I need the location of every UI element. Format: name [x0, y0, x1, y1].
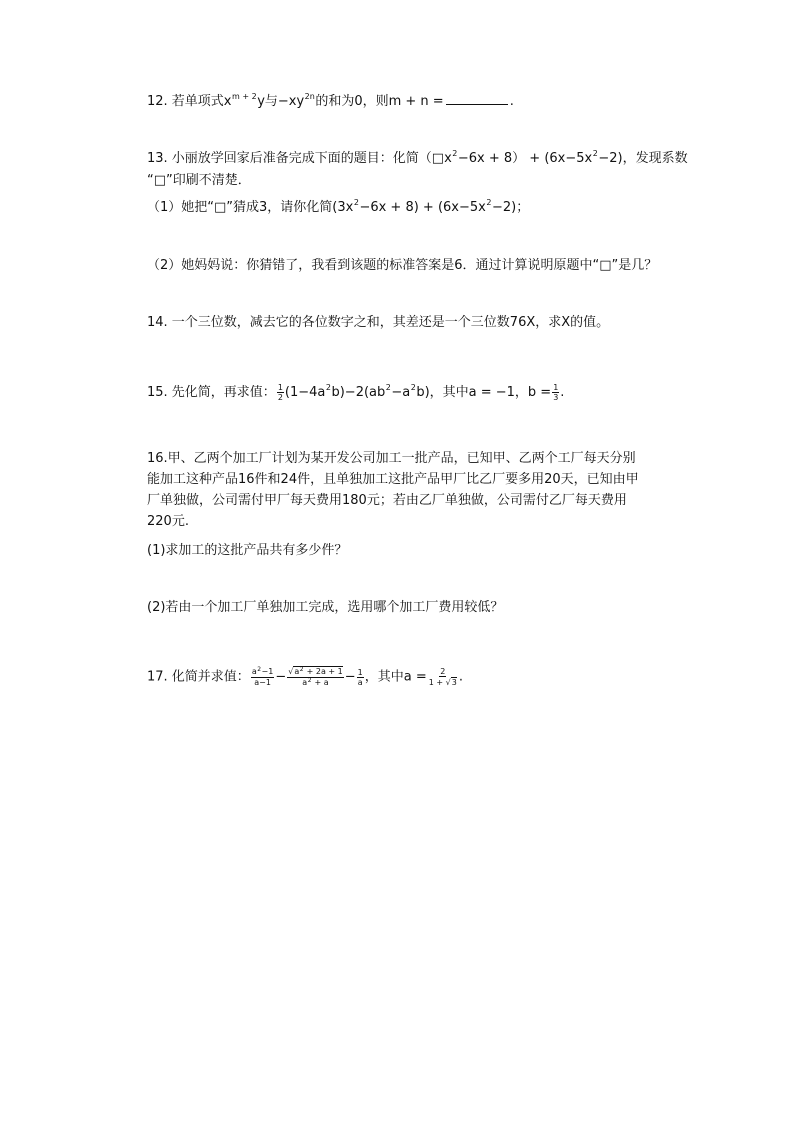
q15-exponent-1: 2: [325, 383, 331, 392]
q17-f1-num-a: a: [251, 667, 257, 676]
q13-part-2-text: （2）她妈妈说：你猜错了，我看到该题的标准答案是6．通过计算说明原题中“□”是几？: [147, 258, 658, 273]
q17-fraction-3-denominator: a: [357, 677, 363, 687]
question-16-line-2: [147, 471, 639, 489]
q17-fraction-4-numerator: 2: [440, 667, 446, 676]
q17-f2-radicand: [293, 666, 342, 677]
q12-text-1: 12. 若单项式x: [147, 94, 232, 109]
q17-fraction-4: [428, 667, 458, 687]
question-15: [147, 383, 564, 403]
q13-part-1-text-1: （1）她把“□”猜成3，请你化简(3x: [147, 200, 354, 215]
q17-fraction-2-denominator: [301, 678, 329, 688]
sqrt-icon: √: [288, 667, 294, 676]
q16-text-2: 能加工这种产品16件和24件，且单独加工这批产品甲厂比乙厂要多用20天，已知由甲: [147, 472, 639, 487]
q12-text-4: .: [509, 94, 514, 109]
q15-text-3: b)−2(ab: [331, 385, 386, 400]
q15-exponent-3: 2: [410, 383, 416, 392]
q17-fraction-2-numerator: [287, 666, 344, 678]
q13-part-1-exponent-2: 2: [486, 198, 492, 207]
q13-part-1-text-2: −6x + 8) + (6x−5x: [359, 200, 486, 215]
q15-fraction-third-numerator: 1: [553, 383, 559, 392]
q15-text-2: (1−4a: [284, 385, 326, 400]
question-16-part-2: [147, 599, 503, 617]
question-16-part-1: [147, 542, 347, 560]
q15-text-4: −a: [391, 385, 411, 400]
q12-answer-blank: [446, 92, 508, 105]
question-16-line-4: [147, 513, 189, 531]
q13-text-1: 13. 小丽放学回家后准备完成下面的题目：化简（□x: [147, 151, 452, 166]
q17-fraction-3-numerator: 1: [357, 667, 363, 677]
q16-text-4: 220元.: [147, 514, 189, 529]
q15-text-5: b)，其中a = −1，b =: [416, 385, 552, 400]
question-16-line-3: [147, 492, 627, 510]
question-13-line-2: [147, 172, 251, 190]
q17-f4-den-a: 1 +: [428, 678, 446, 687]
q17-f2-num-a: a: [294, 667, 300, 676]
q15-text-6: .: [560, 385, 565, 400]
q17-fraction-1: [251, 667, 275, 687]
q17-fraction-1-denominator: a−1: [254, 678, 271, 687]
q17-text-1: 17. 化简并求值：: [147, 669, 250, 685]
question-13-part-2: [147, 257, 657, 275]
q15-fraction-half-numerator: 1: [277, 383, 283, 392]
q14-text: 14. 一个三位数，减去它的各位数字之和，其差还是一个三位数76X，求X的值。: [147, 315, 610, 330]
q12-exponent-1: m + 2: [232, 92, 257, 101]
q12-text-2: y与−xy: [257, 94, 305, 109]
sqrt-icon: √: [445, 678, 451, 687]
q17-f1-num-b: −1: [261, 667, 274, 676]
q17-f2-den-exponent: 2: [307, 677, 312, 684]
q15-fraction-half: [277, 383, 284, 402]
q17-fraction-4-denominator: [428, 677, 458, 687]
question-12: [147, 92, 514, 112]
q15-exponent-2: 2: [385, 383, 391, 392]
q17-fraction-2: [287, 666, 344, 688]
q17-f2-den-b: + a: [312, 678, 329, 687]
q13-exponent-1: 2: [452, 149, 458, 158]
q15-fraction-half-denominator: 2: [277, 393, 283, 402]
q17-fraction-1-numerator: [251, 667, 275, 678]
q16-text-1: 16.甲、乙两个加工厂计划为某开发公司加工一批产品，已知甲、乙两个工厂每天分别: [147, 451, 636, 466]
q15-text-1: 15. 先化简，再求值：: [147, 385, 276, 400]
q13-text-2: −6x + 8） + (6x−5x: [457, 151, 593, 166]
q12-exponent-2: 2n: [304, 92, 315, 101]
q17-text-3: .: [458, 669, 463, 685]
q12-text-3: 的和为0，则m + n =: [315, 94, 444, 109]
q17-fraction-3: [357, 668, 364, 687]
question-13-line-1: [147, 150, 688, 169]
q13-text-4: “□”印刷不清楚．: [147, 173, 251, 188]
q16-text-3: 厂单独做，公司需付甲厂每天费用180元；若由乙厂单独做，公司需付乙厂每天费用: [147, 493, 627, 508]
question-16-line-1: [147, 450, 636, 468]
q17-f2-num-exponent: 2: [299, 666, 304, 673]
q13-part-1-exponent-1: 2: [353, 198, 359, 207]
q15-fraction-third: [552, 383, 559, 402]
q17-f1-num-exponent: 2: [257, 666, 262, 673]
q15-fraction-third-denominator: 3: [553, 393, 559, 402]
q16-part-2-text: (2)若由一个加工厂单独加工完成，选用哪个加工厂费用较低？: [147, 600, 504, 615]
q13-exponent-2: 2: [592, 149, 598, 158]
q17-f2-num-b: + 2a + 1: [304, 667, 343, 676]
q17-f4-den-radicand: 3: [451, 678, 457, 687]
q17-f2-den-a: a: [302, 678, 308, 687]
q16-part-1-text: (1)求加工的这批产品共有多少件？: [147, 543, 348, 558]
q17-minus-2: −: [344, 669, 356, 685]
q13-part-1-text-3: −2)；: [491, 200, 530, 215]
question-13-part-1: [147, 199, 529, 218]
question-17: [147, 666, 463, 688]
q17-text-2: ，其中a =: [364, 669, 427, 685]
q17-minus-1: −: [275, 669, 287, 685]
q13-text-3: −2)，发现系数: [598, 151, 688, 166]
question-14: [147, 314, 609, 332]
